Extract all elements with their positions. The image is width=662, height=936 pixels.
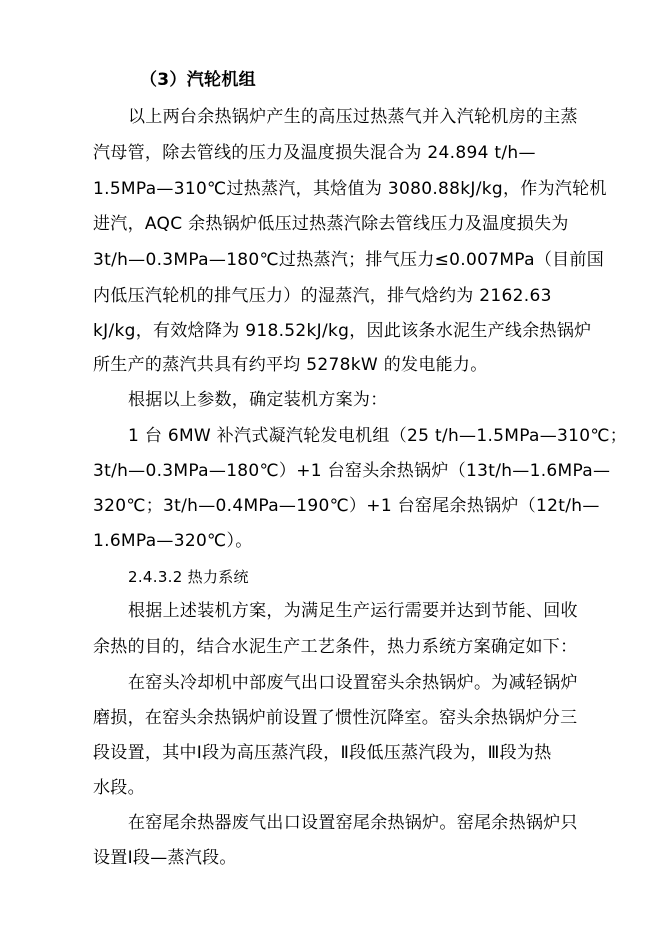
- paragraph-line: 水段。: [93, 778, 145, 798]
- paragraph-line: 内低压汽轮机的排气压力）的湿蒸汽，排气焓约为 2162.63: [93, 286, 552, 306]
- paragraph-line: 段设置，其中Ⅰ段为高压蒸汽段，Ⅱ段低压蒸汽段为，Ⅲ段为热: [93, 743, 552, 763]
- paragraph-line: 磨损，在窑头余热锅炉前设置了惯性沉降室。窑头余热锅炉分三: [93, 708, 578, 728]
- paragraph-line: 根据上述装机方案，为满足生产运行需要并达到节能、回收: [128, 601, 578, 621]
- paragraph-line: kJ/kg，有效焓降为 918.52kJ/kg，因此该条水泥生产线余热锅炉: [93, 321, 592, 341]
- section-heading-turbine-unit: （3）汽轮机组: [140, 70, 256, 90]
- paragraph-line: 320℃；3t/h—0.4MPa—190℃）+1 台窑尾余热锅炉（12t/h—: [93, 496, 600, 516]
- paragraph-line: 1.6MPa—320℃）。: [93, 531, 253, 551]
- paragraph-line: 在窑尾余热器废气出口设置窑尾余热锅炉。窑尾余热锅炉只: [128, 813, 578, 833]
- paragraph-line: 汽母管，除去管线的压力及温度损失混合为 24.894 t/h—: [93, 143, 536, 163]
- section-heading-thermal-system: 2.4.3.2 热力系统: [128, 568, 249, 586]
- paragraph-line: 1 台 6MW 补汽式凝汽轮发电机组（25 t/h—1.5MPa—310℃；: [128, 426, 628, 446]
- paragraph-line: 进汽，AQC 余热锅炉低压过热蒸汽除去管线压力及温度损失为: [93, 214, 569, 234]
- paragraph-line: 设置Ⅰ段—蒸汽段。: [93, 848, 237, 868]
- paragraph-line: 3t/h—0.3MPa—180℃）+1 台窑头余热锅炉（13t/h—1.6MPa—: [93, 461, 611, 481]
- paragraph-line: 所生产的蒸汽共具有约平均 5278kW 的发电能力。: [93, 355, 488, 375]
- paragraph-line: 根据以上参数，确定装机方案为：: [128, 390, 388, 410]
- paragraph-line: 3t/h—0.3MPa—180℃过热蒸汽；排气压力≤0.007MPa（目前国: [93, 250, 605, 270]
- paragraph-line: 1.5MPa—310℃过热蒸汽，其焓值为 3080.88kJ/kg，作为汽轮机: [93, 179, 607, 199]
- paragraph-line: 在窑头冷却机中部废气出口设置窑头余热锅炉。为减轻锅炉: [128, 673, 578, 693]
- paragraph-line: 余热的目的，结合水泥生产工艺条件，热力系统方案确定如下：: [93, 637, 578, 657]
- paragraph-line: 以上两台余热锅炉产生的高压过热蒸气并入汽轮机房的主蒸: [128, 107, 578, 127]
